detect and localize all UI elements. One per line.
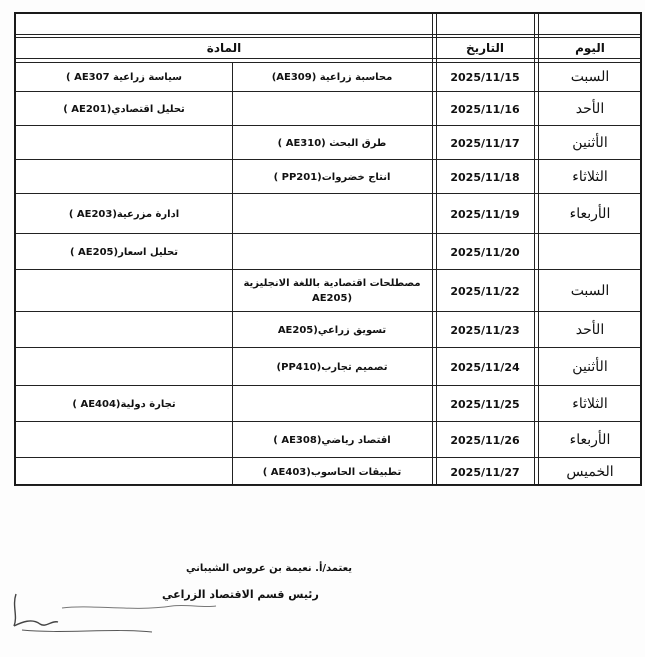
subject-b-cell: تجارة دولية(AE404 ) — [72, 398, 176, 410]
subject-b-cell — [16, 270, 232, 312]
subject-b-cell: ادارة مزرعية(AE203 ) — [68, 208, 180, 220]
header-top-rule — [16, 34, 640, 35]
subject-b-cell — [16, 160, 232, 194]
subject-b-cell: سياسة زراعية AE307 ) — [66, 71, 182, 83]
day-cell: الأثنين — [572, 359, 608, 375]
day-cell: الأحد — [575, 322, 605, 338]
day-cell: الأثنين — [572, 135, 608, 151]
date-cell: 2025/11/25 — [450, 397, 520, 411]
subject-a-cell: انتاج خضروات(PP201 ) — [273, 171, 391, 183]
subject-a-cell: محاسبة زراعية (AE309) — [271, 71, 393, 83]
header-subject: المادة — [206, 41, 242, 55]
date-cell: 2025/11/23 — [450, 323, 520, 337]
col-divider-day — [534, 14, 535, 484]
day-cell — [538, 234, 642, 270]
subject-a-cell — [232, 386, 432, 422]
date-cell: 2025/11/22 — [450, 284, 520, 298]
date-cell: 2025/11/15 — [450, 70, 520, 84]
header-date: التاريخ — [465, 41, 505, 55]
header-day: اليوم — [575, 41, 605, 55]
subject-b-cell — [16, 312, 232, 348]
col-divider-date — [432, 14, 433, 484]
subject-a-cell: تصميم تجارب(PP410) — [276, 361, 388, 373]
subject-b-cell — [16, 458, 232, 486]
subject-b-cell — [16, 126, 232, 160]
subject-a-cell: طرق البحث (AE310 ) — [277, 137, 387, 149]
day-cell: الأربعاء — [569, 206, 611, 222]
day-cell: الأربعاء — [569, 432, 611, 448]
date-cell: 2025/11/26 — [450, 433, 520, 447]
subject-b-cell — [16, 422, 232, 458]
subject-a-cell — [232, 234, 432, 270]
day-cell: السبت — [570, 283, 610, 299]
schedule-table — [14, 12, 642, 486]
subject-a-cell — [232, 92, 432, 126]
handwritten-signature — [2, 586, 232, 646]
day-cell: الخميس — [566, 464, 614, 480]
day-cell: السبت — [570, 69, 610, 85]
subject-a-cell: مصطلحات اقتصادية باللغة الانجليزية (AE205 — [243, 278, 421, 304]
day-cell: الثلاثاء — [572, 396, 608, 412]
subject-b-cell: تحليل اقتصادي(AE201 ) — [63, 103, 185, 115]
subject-a-cell: تسويق زراعي(AE205 — [277, 324, 387, 336]
day-cell: الثلاثاء — [572, 169, 608, 185]
subject-a-cell — [232, 194, 432, 234]
date-cell: 2025/11/17 — [450, 136, 520, 150]
subject-b-cell — [16, 348, 232, 386]
date-cell: 2025/11/19 — [450, 207, 520, 221]
date-cell: 2025/11/16 — [450, 102, 520, 116]
approval-line: يعتمد/أ. نعيمة بن عروس الشيباني — [186, 563, 352, 574]
date-cell: 2025/11/24 — [450, 360, 520, 374]
subject-a-cell: تطبيقات الحاسوب(AE403 ) — [262, 466, 402, 478]
header-bottom-rule — [16, 58, 640, 59]
subject-b-cell: تحليل اسعار(AE205 ) — [69, 246, 179, 258]
date-cell: 2025/11/18 — [450, 170, 520, 184]
date-cell: 2025/11/27 — [450, 465, 520, 479]
date-cell: 2025/11/20 — [450, 245, 520, 259]
department-head-line: رئيس قسم الاقتصاد الزراعي — [162, 588, 319, 601]
day-cell: الأحد — [575, 101, 605, 117]
subject-a-cell: اقتصاد رياضي(AE308 ) — [273, 434, 391, 446]
